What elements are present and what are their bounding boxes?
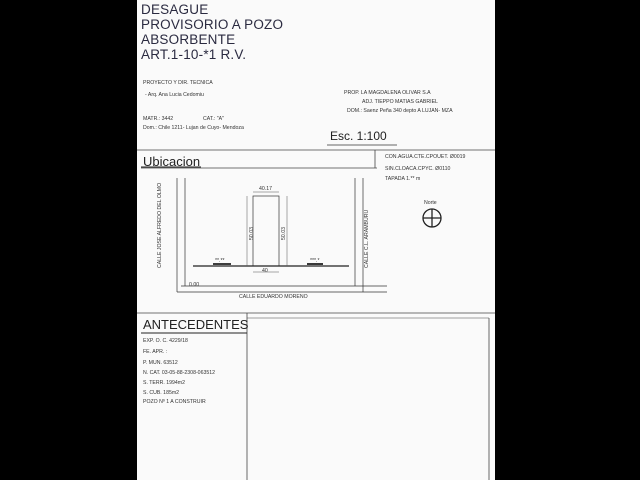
street-east-label: CALLE C.L. ARAMBURU	[364, 209, 370, 268]
dim-bottom: 40	[262, 268, 268, 274]
proyecto-name: - Arq. Ana Lucia Cedomiu	[145, 92, 204, 98]
antecedente-item: S. CUB. 185m2	[143, 390, 180, 396]
antecedente-item: N. CAT. 03-05-88-2308-063512	[143, 370, 215, 376]
antecedente-item: POZO Nº 1 A CONSTRUIR	[143, 399, 206, 405]
antecedentes-heading: ANTECEDENTES	[143, 317, 249, 332]
mark-right: ***.*	[310, 258, 320, 264]
title-line-4: ART.1-10-*1 R.V.	[141, 47, 247, 62]
antecedente-item: S. TERR. 1994m2	[143, 380, 185, 386]
street-west-label: CALLE JOSE ALFREDO DEL OLMO	[157, 182, 163, 268]
dim-right: 50.03	[281, 227, 287, 240]
mark-left: **.**	[215, 258, 225, 264]
drawing-lines	[137, 0, 495, 480]
dim-offset: 0.00	[189, 282, 200, 288]
proyecto-dom: Dom.: Chile 1211- Lujan de Cuyo- Mendoza	[143, 125, 244, 131]
conexion-agua: CON.AGUA.CTE.CPOUET. Ø0019	[385, 154, 466, 160]
tapada: TAPADA 1.** m	[385, 176, 421, 182]
street-south-label: CALLE EDUARDO MORENO	[239, 294, 308, 300]
ubicacion-heading: Ubicacion	[143, 154, 201, 169]
proyecto-label: PROYECTO Y DIR. TECNICA	[143, 80, 213, 86]
proyecto-cat: CAT.: "A"	[203, 116, 224, 122]
propietario-adj: ADJ. TIEPPO MATIAS GABRIEL	[362, 99, 438, 105]
blueprint-sheet	[137, 0, 495, 480]
dim-left: 50.03	[249, 227, 255, 240]
title-line-3: ABSORBENTE	[141, 32, 236, 47]
sin-cloaca: SIN.CLOACA.CPYC. Ø0110	[385, 166, 451, 172]
title-line-2: PROVISORIO A POZO	[141, 17, 284, 32]
title-line-1: DESAGUE	[141, 2, 209, 17]
antecedente-item: P. MUN. 63512	[143, 360, 178, 366]
scale-label: Esc. 1:100	[330, 129, 387, 143]
proyecto-matr: MATR.: 3442	[143, 116, 174, 122]
antecedente-item: EXP. O. C. 4229/18	[143, 338, 188, 344]
dim-top: 40.17	[259, 186, 272, 192]
propietario-prop: PROP. LA MAGDALENA OLIVAR S.A	[344, 90, 431, 96]
north-label: Norte	[424, 200, 437, 206]
antecedente-item: FE. APR. :	[143, 349, 168, 355]
propietario-dom: DOM.: Saenz Peña 340 depto A LUJAN- MZA	[347, 108, 453, 114]
